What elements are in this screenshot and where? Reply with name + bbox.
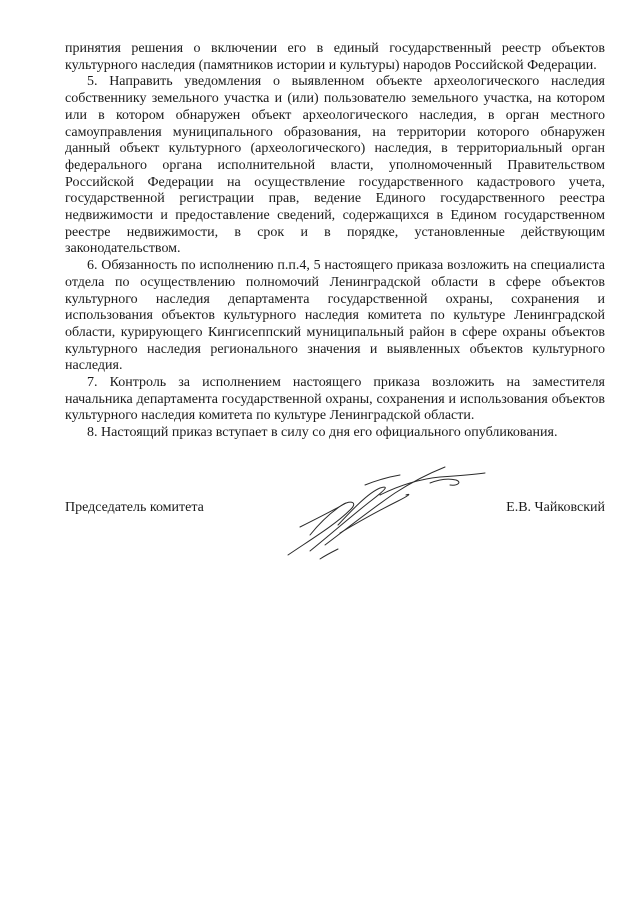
signatory-position: Председатель комитета	[65, 500, 204, 515]
signature-row	[65, 500, 605, 520]
paragraph-continuation: принятия решения о включении его в единый государственный реестр объектов культурного наследия (памятников истории и культуры) народов Российской Федерации.	[65, 41, 605, 73]
paragraph-item-8: 8. Настоящий приказ вступает в силу со дня его официального опубликования.	[87, 425, 558, 441]
paragraph-item-7: 7. Контроль за исполнением настоящего приказа возложить на заместителя начальника департамента государственной охраны, сохранения и использования объектов культурного наследия комитета по культуре Ленинградской области.	[65, 375, 605, 424]
document-body	[65, 41, 605, 442]
signatory-name: Е.В. Чайковский	[506, 500, 605, 515]
paragraph-item-5: 5. Направить уведомления о выявленном объекте археологического наследия собственнику земельного участка и (или) пользователю земельного участка, на котором или в котором обнаружен объект археологического наследия, в орган местного самоуправления муниципального образования, на территории которого обнаружен данный объект культурного (археологического) наследия, в территориальный орган федерального органа исполнительной власти, уполномоченный Правительством Российской Федерации на осуществление государственного кадастрового учета, государственной регистрации прав, ведение Единого государственного реестра недвижимости и предоставление сведений, содержащихся в Едином государственном реестре недвижимости, в срок и в порядке, установленные действующим законодательством.	[65, 74, 605, 257]
paragraph-item-6: 6. Обязанность по исполнению п.п.4, 5 настоящего приказа возложить на специалиста отдела по осуществлению полномочий Ленинградской области в сфере объектов культурного наследия департамента государственной охраны, сохранения и использования объектов культурного наследия комитета по культуре Ленинградской области, курирующего Кингисеппский муниципальный район в сфере охраны объектов культурного наследия регионального значения и выявленных объектов культурного наследия.	[65, 258, 605, 374]
